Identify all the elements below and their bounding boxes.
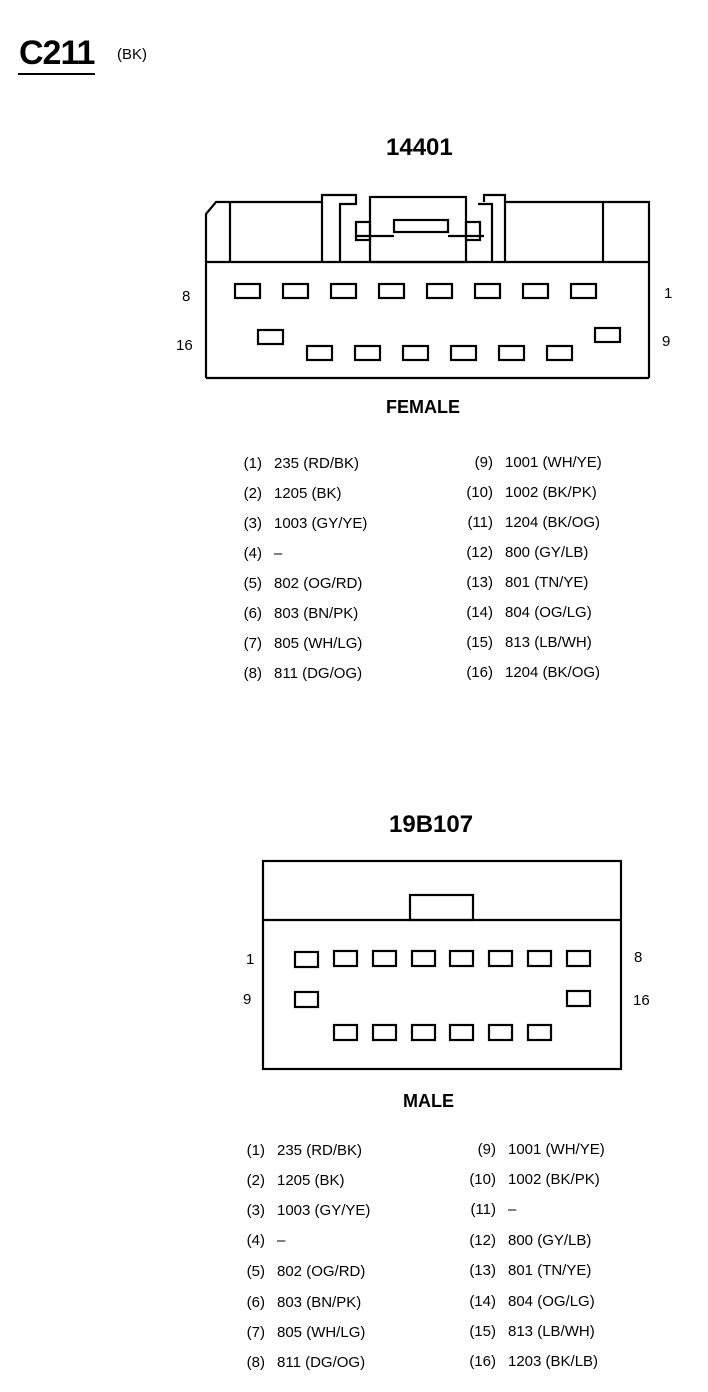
male-pin-row: (4) – (246, 1232, 286, 1249)
female-pin-row: (12) 800 (GY/LB) (466, 544, 589, 561)
male-label-bottom-right: 16 (633, 992, 650, 1009)
male-pin-row: (3) 1003 (GY/YE) (246, 1202, 371, 1219)
female-pin-row: (15) 813 (LB/WH) (466, 634, 592, 651)
male-pin-6 (489, 951, 512, 966)
female-pin-row: (1) 235 (RD/BK) (243, 455, 360, 472)
female-label-top-right: 1 (664, 285, 673, 302)
male-pin-row: (9) 1001 (WH/YE) (477, 1141, 605, 1158)
male-pin-row: (13) 801 (TN/YE) (469, 1262, 592, 1279)
male-pin-row: (2) 1205 (BK) (246, 1172, 345, 1189)
female-pin-row: (7) 805 (WH/LG) (243, 635, 363, 652)
male-pin-16 (567, 991, 590, 1006)
female-pin-row: (11) 1204 (BK/OG) (467, 514, 601, 531)
male-part-number: 19B107 (389, 811, 474, 838)
female-pin-row: (9) 1001 (WH/YE) (474, 454, 602, 471)
female-pin-row: (4) – (243, 545, 283, 562)
male-bottom-row-pins (295, 991, 590, 1040)
male-pin-row: (11) – (470, 1201, 517, 1218)
male-pin-9 (295, 992, 318, 1007)
male-pin-15 (528, 1025, 551, 1040)
male-label-bottom-left: 9 (243, 991, 252, 1008)
male-pin-row: (5) 802 (OG/RD) (246, 1263, 366, 1280)
male-pin-row: (16) 1203 (BK/LB) (469, 1353, 599, 1370)
female-pin-row: (2) 1205 (BK) (243, 485, 342, 502)
male-pin-row: (14) 804 (OG/LG) (469, 1293, 595, 1310)
female-pin-row: (16) 1204 (BK/OG) (466, 664, 601, 681)
male-pin-8 (567, 951, 590, 966)
female-pin-row: (10) 1002 (BK/PK) (466, 484, 597, 501)
male-pin-row: (8) 811 (DG/OG) (246, 1354, 366, 1371)
female-part-number: 14401 (386, 134, 453, 161)
male-pin-3 (373, 951, 396, 966)
male-pin-7 (528, 951, 551, 966)
male-pin-4 (412, 951, 435, 966)
female-label-bottom-right: 9 (662, 333, 671, 350)
male-pin-1 (295, 952, 318, 967)
male-label-top-left: 1 (246, 951, 255, 968)
connector-color-code: (BK) (117, 46, 147, 63)
female-label-top-left: 8 (182, 288, 191, 305)
male-pin-row: (15) 813 (LB/WH) (469, 1323, 595, 1340)
female-gender-label: FEMALE (386, 397, 460, 417)
female-pin-row: (5) 802 (OG/RD) (243, 575, 363, 592)
male-pin-row: (6) 803 (BN/PK) (246, 1294, 362, 1311)
female-label-bottom-left: 16 (176, 337, 193, 354)
male-pin-12 (412, 1025, 435, 1040)
male-pin-row: (7) 805 (WH/LG) (246, 1324, 366, 1341)
female-pin-row: (13) 801 (TN/YE) (466, 574, 589, 591)
male-pin-row: (1) 235 (RD/BK) (246, 1142, 363, 1159)
female-pin-row: (14) 804 (OG/LG) (466, 604, 592, 621)
male-pin-row: (10) 1002 (BK/PK) (469, 1171, 600, 1188)
female-pin-row: (6) 803 (BN/PK) (243, 605, 359, 622)
male-center-key (410, 895, 473, 920)
female-pin-row: (8) 811 (DG/OG) (243, 665, 363, 682)
connector-title: C211 (19, 34, 95, 72)
male-pin-14 (489, 1025, 512, 1040)
female-pin-row: (3) 1003 (GY/YE) (243, 515, 368, 532)
male-label-top-right: 8 (634, 949, 643, 966)
male-pin-5 (450, 951, 473, 966)
male-pin-2 (334, 951, 357, 966)
male-gender-label: MALE (403, 1091, 454, 1111)
male-pin-13 (450, 1025, 473, 1040)
male-pin-row: (12) 800 (GY/LB) (469, 1232, 592, 1249)
male-pin-11 (373, 1025, 396, 1040)
male-top-row-pins (295, 951, 590, 967)
male-pin-10 (334, 1025, 357, 1040)
